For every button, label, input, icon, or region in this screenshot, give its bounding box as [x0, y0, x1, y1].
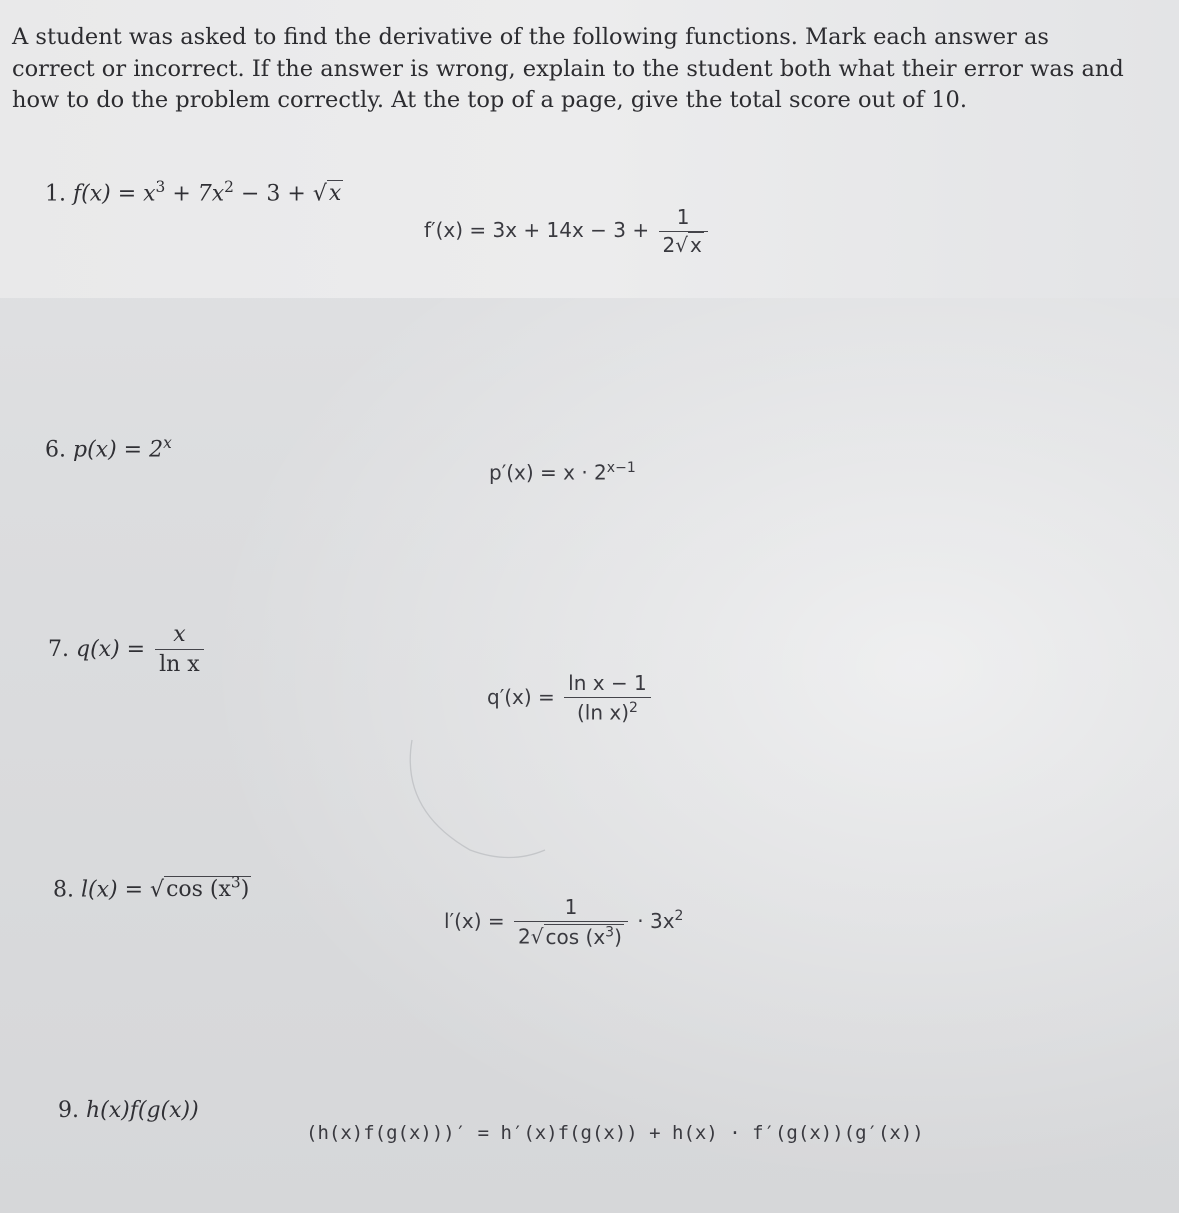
answer-8-tail: · 3x [637, 908, 675, 933]
sqrt-sign: √ [150, 877, 165, 903]
sqrt-sign: √ [675, 233, 688, 257]
pencil-arc-mark [400, 700, 560, 870]
problem-8-radicand-text: cos (x [166, 877, 231, 903]
problem-6-exp: x [163, 434, 172, 452]
answer-1-lhs: f′(x) = 3x + 14x − 3 + [424, 218, 650, 242]
answer-6-exp: x−1 [606, 460, 636, 476]
answer-1-fraction [659, 206, 708, 257]
problem-6-lhs: p(x) = 2 [73, 437, 164, 463]
problem-1-question [45, 178, 343, 206]
answer-8-denominator [514, 922, 628, 949]
problem-8-question [53, 874, 251, 902]
answer-8-den-radicand [544, 924, 624, 949]
answer-1-den-radicand: x [689, 233, 702, 257]
problem-1-exp2: 2 [224, 178, 234, 196]
problem-7-number: 7. [48, 636, 69, 662]
answer-7-fraction [564, 672, 651, 725]
sqrt-sign: √ [312, 181, 327, 207]
answer-1-numerator: 1 [659, 206, 708, 232]
answer-8-tail-exp: 2 [674, 908, 684, 925]
problem-7-question [48, 622, 207, 678]
problem-9-answer: (h(x)f(g(x)))′ = h′(x)f(g(x)) + h(x) · f′(g(x))(g′(x)) [306, 1122, 924, 1144]
answer-7-denominator [564, 698, 651, 725]
problem-8-lhs: l(x) = [81, 877, 151, 903]
answer-8-den-exp: 3 [605, 924, 615, 940]
problem-1-tail: − 3 + [233, 181, 313, 207]
answer-8-den-radicand-text: cos (x [545, 924, 606, 949]
answer-8-numerator: 1 [514, 896, 628, 922]
problem-9-text: h(x)f(g(x)) [86, 1098, 199, 1123]
answer-7-numerator: ln x − 1 [564, 672, 651, 698]
problem-6-question [45, 434, 172, 462]
problem-8-answer [444, 896, 683, 949]
answer-8-fraction [514, 896, 628, 949]
problem-1-lhs: f(x) = x [73, 181, 156, 207]
problem-1-mid: + 7x [165, 181, 225, 207]
problem-8-radicand [164, 876, 251, 902]
answer-7-den-base: (ln x) [576, 700, 630, 725]
problem-7-denominator: ln x [159, 652, 200, 678]
problem-7-numerator: x [155, 622, 204, 650]
problem-1-radicand: x [328, 181, 342, 207]
answer-7-den-exp: 2 [629, 700, 638, 716]
problem-7-fraction [155, 622, 204, 678]
problem-9-number: 9. [58, 1098, 79, 1123]
answer-8-den-coef: 2 [518, 924, 531, 949]
problem-6-number: 6. [45, 437, 66, 463]
problem-9-question [58, 1098, 199, 1123]
problem-8-exp: 3 [230, 874, 241, 892]
answer-8-den-close: ) [614, 924, 622, 949]
answer-1-den-coef: 2 [662, 233, 676, 257]
problem-1-exp1: 3 [155, 178, 166, 196]
answer-6-lhs: p′(x) = x · 2 [489, 460, 607, 485]
problem-8-number: 8. [53, 877, 74, 903]
answer-1-denominator [659, 232, 708, 257]
instructions-text: A student was asked to find the derivative of the following functions. Mark each answer as correct or incorrect. If the answer is wrong, explain to the student both what their error was and how to do the problem correctly. At the top of a page, give the total score out of 10. [12, 24, 1124, 113]
sqrt-sign: √ [530, 924, 544, 949]
problem-1-answer [424, 206, 711, 257]
answer-8-lhs: l′(x) = [444, 908, 505, 933]
problem-8-close: ) [240, 877, 250, 903]
problem-1-number: 1. [45, 181, 66, 207]
answer-7-lhs: q′(x) = [487, 684, 555, 709]
problem-6-answer [489, 460, 636, 485]
problem-7-lhs: q(x) = [76, 636, 146, 662]
